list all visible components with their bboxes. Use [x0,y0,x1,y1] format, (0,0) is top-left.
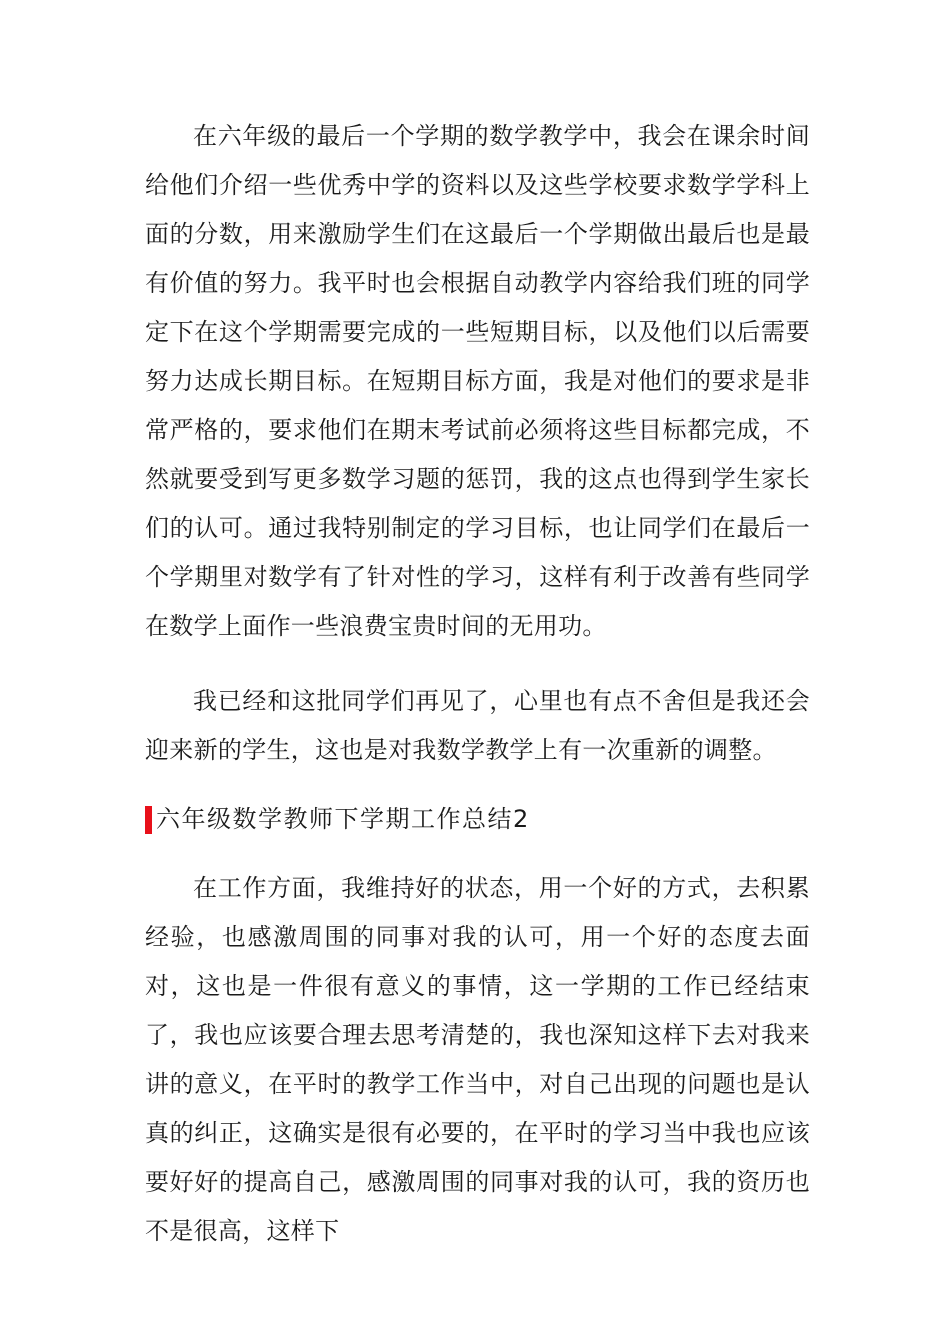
body-paragraph-1: 在六年级的最后一个学期的数学教学中，我会在课余时间给他们介绍一些优秀中学的资料以及这些学校要求数学学科上面的分数，用来激励学生们在这最后一个学期做出最后也是最有价值的努力。我平时也会根据自动教学内容给我们班的同学定下在这个学期需要完成的一些短期目标，以及他们以后需要努力达成长期目标。在短期目标方面，我是对他们的要求是非常严格的，要求他们在期末考试前必须将这些目标都完成，不然就要受到写更多数学习题的惩罚，我的这点也得到学生家长们的认可。通过我特别制定的学习目标，也让同学们在最后一个学期里对数学有了针对性的学习，这样有利于改善有些同学在数学上面作一些浪费宝贵时间的无用功。 [145,122,810,640]
section-heading-text: 六年级数学教师下学期工作总结2 [156,804,530,833]
heading-marker-bar [145,806,152,834]
section-heading [145,796,530,836]
body-paragraph-3: 在工作方面，我维持好的状态，用一个好的方式，去积累经验，也感激周围的同事对我的认可，用一个好的态度去面对，这也是一件很有意义的事情，这一学期的工作已经结束了，我也应该要合理去思考清楚的，我也深知这样下去对我来讲的意义，在平时的教学工作当中，对自己出现的问题也是认真的纠正，这确实是很有必要的，在平时的学习当中我也应该要好好的提高自己，感激周围的同事对我的认可，我的资历也不是很高，这样下 [145,874,810,1245]
body-paragraph-2: 我已经和这批同学们再见了，心里也有点不舍但是我还会迎来新的学生，这也是对我数学教学上有一次重新的调整。 [145,687,810,764]
